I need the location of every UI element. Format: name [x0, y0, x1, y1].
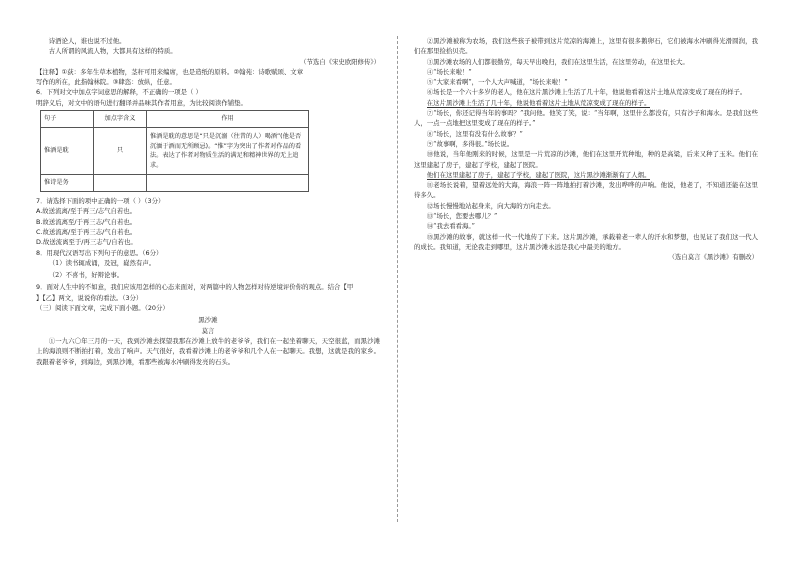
story-paragraph: ⑮黑沙滩的故事，就这样一代一代地传了下来。这片黑沙滩，承载着老一辈人的汗水和梦想，也见证了我们这一代人的成长。我知道，无论我走到哪里，这片黑沙滩永远是我心中最美的地方。: [414, 232, 758, 251]
left-column: [36, 36, 380, 367]
source-citation: （选自莫言《黑沙滩》有删改）: [668, 253, 758, 262]
analysis-table: [40, 110, 309, 192]
story-paragraph: ⑨“故事啊，多得很。”场长说。: [426, 139, 514, 148]
question-9: 9．面对人生中的不如意，我们应该用怎样的心态来面对，对两篇中的人物怎样对待逆境评价你的观点。结合【甲: [36, 283, 354, 292]
table-cell: [94, 175, 147, 192]
underlined-sentence: 在这片黑沙滩上生活了几十年，他说他看着这片土地从荒凉变成了现在的样子。: [426, 98, 651, 107]
column-separator: [397, 36, 398, 522]
table-cell: 只: [94, 128, 147, 175]
notes: 【注释】①荻：多年生草本植物，茎秆可用来编席，也是造纸的原料。②翰苑：诗歌赋颂、文章: [36, 67, 304, 76]
notes-cont: 写作的所在，此指翰林院。③肆恣：放纵，任意。: [36, 78, 176, 87]
table-cell: 惟酒是耽的意思是“只是沉溺（往昔的人）喝酒”(他是否沉湎于酒而无所顾忌)。“惟”字为突出了作者对作品的看法。表达了作者对物质生活的满足和精神世界的无上追求。: [147, 128, 309, 175]
q8-item: （1）读书辄成诵，及冠，嶷然有声。: [48, 258, 156, 267]
story-paragraph: ④“场长来啦！”: [426, 67, 472, 76]
story-paragraph: ⑩他说，当年他刚来的时候，这里是一片荒凉的沙滩，他们在这里开荒种地，种的是高粱，后来又种了玉米。他们在这里建起了房子，建起了学校，建起了医院。: [414, 150, 758, 169]
story-paragraph: ⑬“场长，您要去哪儿？”: [426, 212, 498, 221]
underlined-sentence: 他们在这里建起了房子，建起了学校，建起了医院，这片黑沙滩渐渐有了人烟。: [426, 170, 651, 179]
story-paragraph: ⑤“大家来看啊”，一个人大声喊道，“场长来啦！”: [426, 78, 568, 87]
story-underlined: [414, 98, 758, 108]
table-cell: [147, 175, 309, 192]
table-header-cell: 句子: [41, 111, 94, 128]
story-paragraph: ⑭“我去看看海。”: [426, 222, 475, 231]
question-7: 7．请选择下面的项中正确的一项（ ）（3分）: [36, 197, 165, 206]
right-column: [414, 36, 758, 263]
story-paragraph: ③黑沙滩农场的人们都很勤劳，每天早出晚归，我们在这里生活，在这里劳动，在这里长大。: [426, 57, 689, 66]
section-heading: （三）阅读下面文章，完成下面小题。（20分）: [36, 304, 169, 313]
table-header-row: [41, 111, 309, 128]
question-6-cont: 明辞义后，对文中的语句进行翻译并品味其作者用意，为比较阅读作铺垫。: [36, 98, 247, 107]
question-9-cont: 】【乙】两文，说说你的看法。（3分）: [36, 293, 143, 302]
table-header-cell: 作用: [147, 111, 309, 128]
passage-line: 古人所谓的风流人物，大都具有这样的特质。: [48, 47, 177, 56]
story-paragraph: ⑥场长是一个六十多岁的老人，他在这片黑沙滩上生活了几十年，他说他看着这片土地从荒凉变成了现在的样子。: [426, 88, 747, 97]
table-row: [41, 175, 309, 192]
passage-line: 诗酒论人，谁也说不过他。: [48, 37, 126, 45]
table-cell: 惟诗是务: [41, 175, 94, 192]
story-title: 黑沙滩: [198, 316, 218, 325]
story-author: 莫言: [201, 326, 215, 335]
story-paragraph: ⑫场长慢慢地站起身来，向大海的方向走去。: [426, 201, 555, 210]
option: B.故送流离至/于再三志/气自若也。: [36, 217, 137, 226]
option: A.故送流离/至于再三/志气自若也。: [36, 207, 137, 216]
table-header-cell: 加点字含义: [94, 111, 147, 128]
table-cell: 惟酒是耽: [41, 128, 94, 175]
story-paragraph: ⑧“场长，这里有没有什么故事？”: [426, 129, 523, 138]
story-paragraph: ⑦“场长，你还记得当年的事吗？”我问他。他笑了笑，说：“当年啊，这里什么都没有，只有沙子和海水。是我们这些人，一点一点地把这里变成了现在的样子。”: [414, 109, 758, 128]
story-paragraph: ⑪老场长说着，望着远处的大海，海浪一阵一阵地拍打着沙滩，发出哗哗的声响。他说，他老了，不知道还能在这里待多久。: [414, 181, 758, 200]
option: C.故送流离/至于再三志/气自若也。: [36, 227, 137, 236]
question-8: 8．用现代汉语写出下列句子的意思。（6分）: [36, 248, 163, 257]
q8-item: （2）不喜书，好辩论事。: [48, 271, 124, 280]
story-underlined: [414, 170, 758, 180]
table-row: [41, 128, 309, 175]
option: D.故送流离至于/再三志气/自若也。: [36, 238, 137, 247]
source-citation: （节选自《宋史欧阳修传》）: [300, 57, 380, 66]
story-paragraph: ②黑沙滩被称为农场，我们这些孩子被带到这片荒凉的海滩上，这里有很多鹅卵石，它们被海水冲刷得光滑圆润，我们在那里捡拾贝壳。: [414, 37, 758, 56]
question-6: 6．下列对文中加点字词意思的解释，不正确的一项是（ ）: [36, 88, 202, 97]
story-paragraph: ①一九六〇年三月的一天，我到沙滩去探望我那在沙滩上放牛的老爷爷，我们在一起坐着聊天，天空很蓝，而黑沙滩上的海浪则不断拍打着，发出了响声。天气很好，我看着沙滩上的老爷爷和几个人在一起聊天。我想，这就是我的家乡。我跟着老爷爷，到海边，到黑沙滩，看那些被海水冲刷得发亮的石头。: [36, 336, 380, 366]
